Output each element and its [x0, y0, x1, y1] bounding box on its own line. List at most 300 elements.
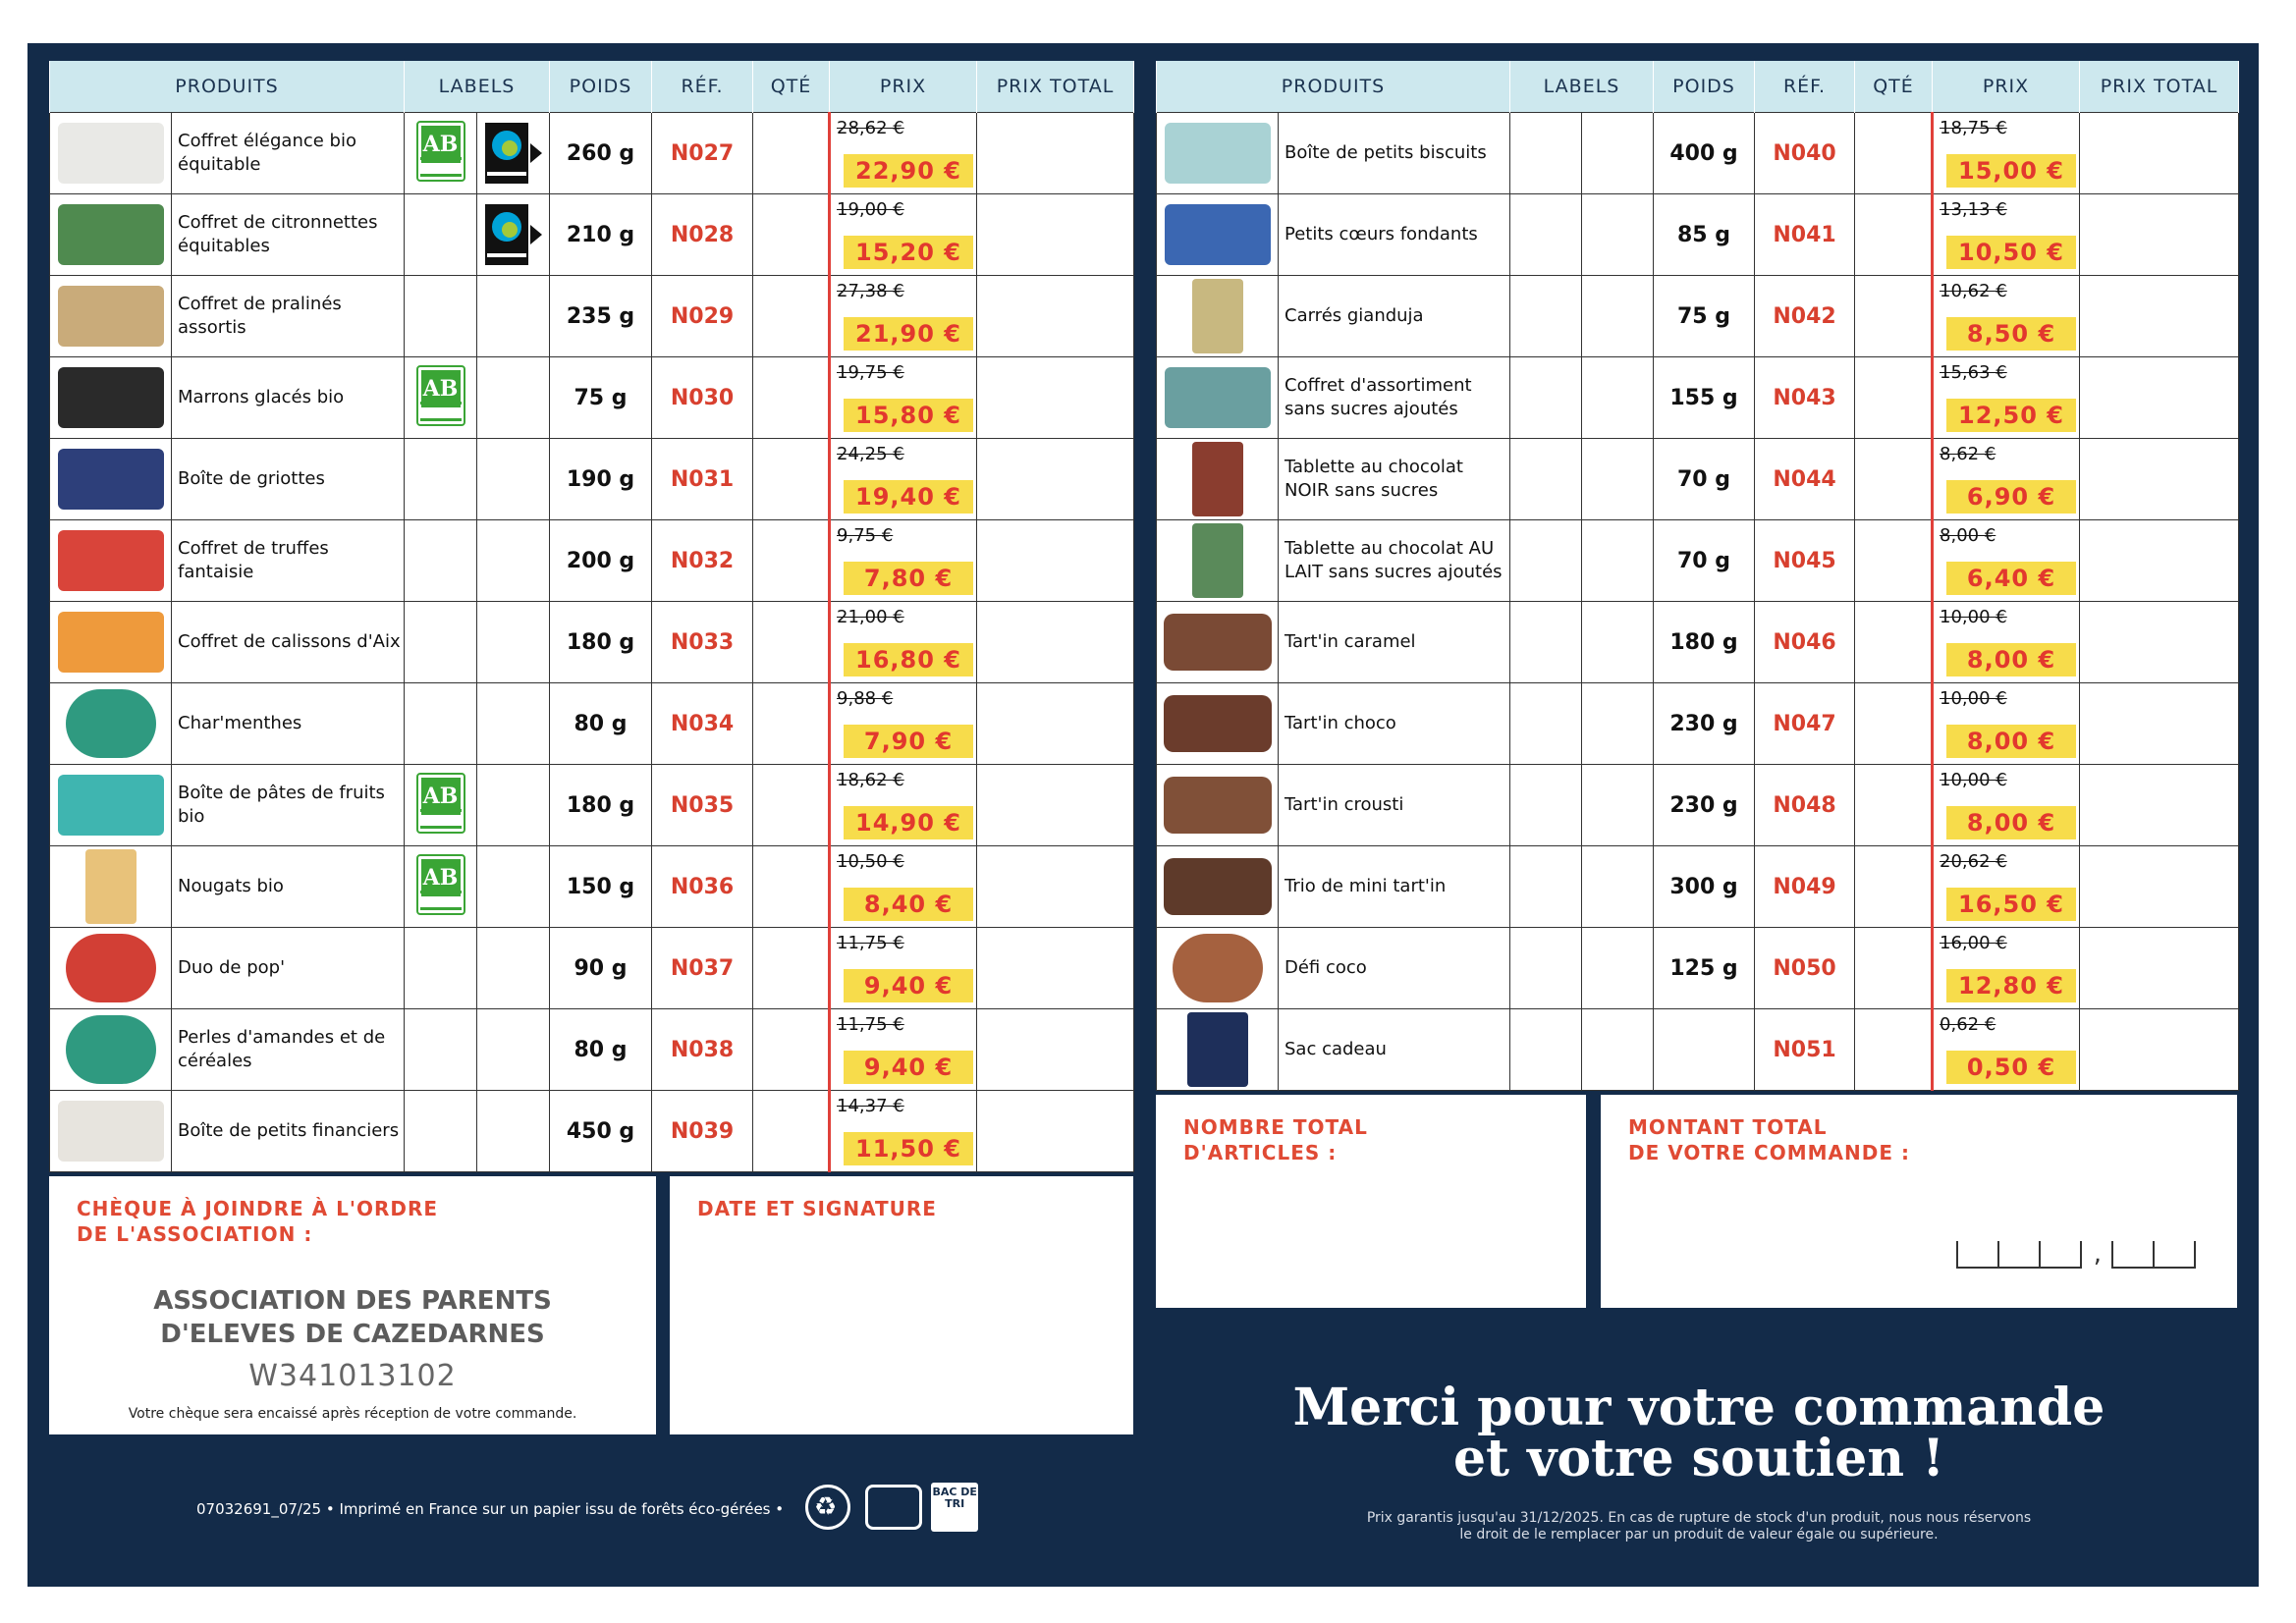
- old-price: 0,62 €: [1940, 1014, 1996, 1035]
- quantity-field[interactable]: [753, 439, 830, 520]
- product-image: [1165, 123, 1271, 184]
- label-cell: [1510, 683, 1582, 765]
- header-poids: POIDS: [550, 61, 652, 113]
- label-cell: [405, 357, 477, 439]
- product-name: Coffret élégance bio équitable: [172, 113, 405, 194]
- sale-price: 14,90 €: [844, 806, 973, 839]
- product-image-cell: [50, 1091, 172, 1172]
- product-weight: [1654, 1009, 1755, 1091]
- sale-price: 7,90 €: [844, 725, 973, 758]
- line-total-field[interactable]: [2080, 602, 2239, 683]
- total-amount-title: MONTANT TOTAL DE VOTRE COMMANDE :: [1628, 1115, 1910, 1164]
- sale-price: 15,80 €: [844, 399, 973, 432]
- price-cell: [1933, 520, 2080, 602]
- label-cell: [405, 846, 477, 928]
- old-price: 13,13 €: [1940, 199, 2007, 220]
- label-cell: [1582, 194, 1654, 276]
- product-image-cell: [1157, 194, 1279, 276]
- label-cell: [477, 765, 550, 846]
- quantity-field[interactable]: [1855, 683, 1933, 765]
- price-cell: [830, 439, 977, 520]
- product-ref: N040: [1755, 113, 1855, 194]
- triman-icon: ♻: [805, 1485, 850, 1530]
- product-ref: N039: [652, 1091, 753, 1172]
- quantity-field[interactable]: [1855, 928, 1933, 1009]
- line-total-field[interactable]: [977, 1009, 1134, 1091]
- sale-price: 6,40 €: [1946, 562, 2076, 595]
- product-image: [1192, 442, 1243, 516]
- label-cell: [405, 765, 477, 846]
- label-cell: [477, 357, 550, 439]
- cheque-note: Votre chèque sera encaissé après réception de votre commande.: [128, 1406, 577, 1422]
- quantity-field[interactable]: [1855, 113, 1933, 194]
- quantity-field[interactable]: [1855, 520, 1933, 602]
- old-price: 19,00 €: [837, 199, 904, 220]
- product-image: [58, 123, 164, 184]
- product-weight: 180 g: [550, 765, 652, 846]
- price-cell: [830, 194, 977, 276]
- product-row: [1157, 1009, 2239, 1091]
- sale-price: 9,40 €: [844, 1051, 973, 1084]
- sale-price: 8,00 €: [1946, 643, 2076, 676]
- quantity-field[interactable]: [1855, 439, 1933, 520]
- product-weight: 300 g: [1654, 846, 1755, 928]
- product-image: [1192, 523, 1243, 598]
- product-image: [1173, 934, 1263, 1002]
- product-image: [58, 204, 164, 265]
- product-weight: 450 g: [550, 1091, 652, 1172]
- line-total-field[interactable]: [2080, 1009, 2239, 1091]
- price-cell: [1933, 276, 2080, 357]
- line-total-field[interactable]: [977, 439, 1134, 520]
- association-id: W341013102: [248, 1359, 457, 1393]
- quantity-field[interactable]: [1855, 357, 1933, 439]
- quantity-field[interactable]: [1855, 194, 1933, 276]
- quantity-field[interactable]: [753, 765, 830, 846]
- line-total-field[interactable]: [977, 520, 1134, 602]
- product-image: [66, 934, 156, 1002]
- product-name: Tablette au chocolat AU LAIT sans sucres ajoutés: [1279, 520, 1510, 602]
- product-name: Boîte de petits financiers: [172, 1091, 405, 1172]
- header-produits: PRODUITS: [50, 61, 405, 113]
- quantity-field[interactable]: [753, 683, 830, 765]
- product-weight: 190 g: [550, 439, 652, 520]
- ab-organic-label-icon: AB: [416, 854, 465, 915]
- product-ref: N035: [652, 765, 753, 846]
- product-image-cell: [50, 683, 172, 765]
- sale-price: 8,00 €: [1946, 806, 2076, 839]
- product-image: [1164, 777, 1272, 834]
- label-cell: [405, 1009, 477, 1091]
- price-cell: [830, 928, 977, 1009]
- sale-price: 12,80 €: [1946, 969, 2076, 1002]
- product-image: [58, 286, 164, 347]
- product-image: [58, 775, 164, 836]
- product-weight: 150 g: [550, 846, 652, 928]
- quantity-field[interactable]: [753, 1009, 830, 1091]
- header-prix: PRIX: [830, 61, 977, 113]
- sale-price: 15,20 €: [844, 236, 973, 269]
- old-price: 10,62 €: [1940, 281, 2007, 301]
- product-row: [1157, 113, 2239, 194]
- quantity-field[interactable]: [753, 846, 830, 928]
- product-table-right: [1156, 61, 2239, 1091]
- product-row: [1157, 846, 2239, 928]
- product-weight: 400 g: [1654, 113, 1755, 194]
- bac-de-tri-icon: BAC DE TRI: [931, 1483, 978, 1532]
- sale-price: 12,50 €: [1946, 399, 2076, 432]
- quantity-field[interactable]: [753, 602, 830, 683]
- line-total-field[interactable]: [977, 113, 1134, 194]
- line-total-field[interactable]: [977, 765, 1134, 846]
- label-cell: [1510, 113, 1582, 194]
- product-ref: N036: [652, 846, 753, 928]
- label-cell: [477, 276, 550, 357]
- product-weight: 85 g: [1654, 194, 1755, 276]
- amount-digit-boxes[interactable]: [1958, 1239, 2196, 1267]
- header-produits: PRODUITS: [1157, 61, 1510, 113]
- total-articles-field[interactable]: [1156, 1095, 1586, 1308]
- line-total-field[interactable]: [977, 683, 1134, 765]
- label-cell: [405, 520, 477, 602]
- ab-organic-label-icon: AB: [416, 121, 465, 182]
- label-cell: [405, 1091, 477, 1172]
- sale-price: 15,00 €: [1946, 154, 2076, 188]
- label-cell: [1582, 113, 1654, 194]
- header-qte: QTÉ: [753, 61, 830, 113]
- product-image-cell: [50, 1009, 172, 1091]
- digit-box[interactable]: [2039, 1241, 2082, 1269]
- product-weight: 80 g: [550, 683, 652, 765]
- label-cell: [1582, 683, 1654, 765]
- label-cell: [1510, 520, 1582, 602]
- quantity-field[interactable]: [1855, 1009, 1933, 1091]
- quantity-field[interactable]: [753, 113, 830, 194]
- old-price: 16,00 €: [1940, 933, 2007, 953]
- price-cell: [830, 276, 977, 357]
- product-weight: 180 g: [550, 602, 652, 683]
- label-cell: [477, 1009, 550, 1091]
- product-row: [1157, 439, 2239, 520]
- product-ref: N042: [1755, 276, 1855, 357]
- product-image: [85, 849, 137, 924]
- old-price: 14,37 €: [837, 1096, 904, 1116]
- label-cell: [1582, 1009, 1654, 1091]
- product-name: Boîte de petits biscuits: [1279, 113, 1510, 194]
- old-price: 8,62 €: [1940, 444, 1996, 464]
- label-cell: [1510, 846, 1582, 928]
- label-cell: [1582, 928, 1654, 1009]
- sale-price: 0,50 €: [1946, 1051, 2076, 1084]
- line-total-field[interactable]: [977, 928, 1134, 1009]
- old-price: 10,00 €: [1940, 688, 2007, 709]
- header-labels: LABELS: [405, 61, 550, 113]
- product-weight: 230 g: [1654, 683, 1755, 765]
- quantity-field[interactable]: [753, 276, 830, 357]
- product-image-cell: [50, 765, 172, 846]
- label-cell: [1582, 765, 1654, 846]
- price-cell: [830, 602, 977, 683]
- price-cell: [830, 1091, 977, 1172]
- line-total-field[interactable]: [2080, 113, 2239, 194]
- old-price: 10,00 €: [1940, 770, 2007, 790]
- product-name: Boîte de griottes: [172, 439, 405, 520]
- product-weight: 125 g: [1654, 928, 1755, 1009]
- product-image: [1164, 858, 1272, 915]
- product-row: [1157, 194, 2239, 276]
- header-labels: LABELS: [1510, 61, 1654, 113]
- label-cell: [1582, 357, 1654, 439]
- digit-box[interactable]: [1997, 1241, 2041, 1269]
- product-image: [58, 612, 164, 673]
- product-row: [50, 683, 1134, 765]
- old-price: 20,62 €: [1940, 851, 2007, 872]
- sale-price: 8,50 €: [1946, 317, 2076, 351]
- sale-price: 10,50 €: [1946, 236, 2076, 269]
- product-ref: N050: [1755, 928, 1855, 1009]
- quantity-field[interactable]: [1855, 602, 1933, 683]
- digit-box[interactable]: [2153, 1241, 2196, 1269]
- label-cell: [1582, 602, 1654, 683]
- label-cell: [477, 439, 550, 520]
- product-table-left: [49, 61, 1134, 1172]
- label-cell: [477, 928, 550, 1009]
- sale-price: 22,90 €: [844, 154, 973, 188]
- product-ref: N030: [652, 357, 753, 439]
- product-row: [50, 276, 1134, 357]
- line-total-field[interactable]: [2080, 683, 2239, 765]
- product-weight: 75 g: [550, 357, 652, 439]
- product-row: [50, 1091, 1134, 1172]
- label-cell: [405, 602, 477, 683]
- product-ref: N029: [652, 276, 753, 357]
- price-cell: [1933, 765, 2080, 846]
- product-ref: N051: [1755, 1009, 1855, 1091]
- label-cell: [477, 194, 550, 276]
- quantity-field[interactable]: [753, 194, 830, 276]
- product-ref: N049: [1755, 846, 1855, 928]
- quantity-field[interactable]: [1855, 846, 1933, 928]
- product-image: [1164, 614, 1272, 671]
- label-cell: [1582, 276, 1654, 357]
- product-image-cell: [50, 928, 172, 1009]
- line-total-field[interactable]: [2080, 520, 2239, 602]
- product-image-cell: [50, 113, 172, 194]
- price-cell: [1933, 928, 2080, 1009]
- price-cell: [830, 846, 977, 928]
- product-name: Coffret de pralinés assortis: [172, 276, 405, 357]
- product-row: [1157, 928, 2239, 1009]
- product-name: Perles d'amandes et de céréales: [172, 1009, 405, 1091]
- old-price: 18,62 €: [837, 770, 904, 790]
- product-row: [50, 194, 1134, 276]
- label-cell: [1582, 846, 1654, 928]
- old-price: 11,75 €: [837, 1014, 904, 1035]
- product-row: [50, 113, 1134, 194]
- product-image-cell: [1157, 276, 1279, 357]
- product-ref: N043: [1755, 357, 1855, 439]
- sale-price: 16,50 €: [1946, 888, 2076, 921]
- line-total-field[interactable]: [2080, 439, 2239, 520]
- product-row: [50, 520, 1134, 602]
- product-name: Coffret de citronnettes équitables: [172, 194, 405, 276]
- label-cell: [477, 113, 550, 194]
- price-cell: [1933, 439, 2080, 520]
- product-image-cell: [1157, 439, 1279, 520]
- product-image: [58, 530, 164, 591]
- price-cell: [1933, 602, 2080, 683]
- product-name: Défi coco: [1279, 928, 1510, 1009]
- line-total-field[interactable]: [977, 846, 1134, 928]
- product-image-cell: [50, 194, 172, 276]
- header-prix: PRIX: [1933, 61, 2080, 113]
- product-weight: 235 g: [550, 276, 652, 357]
- product-image: [1192, 279, 1243, 353]
- product-row: [50, 765, 1134, 846]
- header-prix-total: PRIX TOTAL: [977, 61, 1134, 113]
- line-total-field[interactable]: [2080, 846, 2239, 928]
- old-price: 19,75 €: [837, 362, 904, 383]
- product-name: Tart'in caramel: [1279, 602, 1510, 683]
- sale-price: 8,00 €: [1946, 725, 2076, 758]
- label-cell: [477, 520, 550, 602]
- price-cell: [830, 113, 977, 194]
- old-price: 24,25 €: [837, 444, 904, 464]
- digit-box[interactable]: [2111, 1241, 2155, 1269]
- cheque-title: CHÈQUE À JOINDRE À L'ORDRE DE L'ASSOCIATION :: [77, 1197, 439, 1246]
- product-row: [50, 846, 1134, 928]
- product-image: [66, 689, 156, 758]
- old-price: 28,62 €: [837, 118, 904, 138]
- label-cell: [405, 683, 477, 765]
- price-cell: [830, 765, 977, 846]
- product-weight: 75 g: [1654, 276, 1755, 357]
- line-total-field[interactable]: [977, 602, 1134, 683]
- fairtrade-label-icon: [485, 143, 542, 162]
- product-row: [1157, 602, 2239, 683]
- line-total-field[interactable]: [977, 276, 1134, 357]
- product-image-cell: [50, 439, 172, 520]
- product-name: Trio de mini tart'in: [1279, 846, 1510, 928]
- product-image: [1165, 204, 1271, 265]
- quantity-field[interactable]: [753, 928, 830, 1009]
- product-weight: 200 g: [550, 520, 652, 602]
- price-guarantee-note: Prix garantis jusqu'au 31/12/2025. En cas de rupture de stock d'un produit, nous nous réservons le droit de le remplacer par un produit de valeur égale ou supérieure.: [1366, 1510, 2032, 1542]
- quantity-field[interactable]: [753, 1091, 830, 1172]
- old-price: 11,75 €: [837, 933, 904, 953]
- product-image-cell: [50, 357, 172, 439]
- product-ref: N041: [1755, 194, 1855, 276]
- label-cell: [477, 1091, 550, 1172]
- product-image-cell: [1157, 520, 1279, 602]
- label-cell: [1510, 357, 1582, 439]
- old-price: 21,00 €: [837, 607, 904, 627]
- product-image-cell: [50, 276, 172, 357]
- line-total-field[interactable]: [2080, 357, 2239, 439]
- product-row: [1157, 683, 2239, 765]
- product-image-cell: [1157, 928, 1279, 1009]
- product-weight: 260 g: [550, 113, 652, 194]
- quantity-field[interactable]: [1855, 765, 1933, 846]
- price-cell: [830, 683, 977, 765]
- product-name: Nougats bio: [172, 846, 405, 928]
- product-image: [58, 449, 164, 510]
- product-name: Marrons glacés bio: [172, 357, 405, 439]
- product-row: [1157, 520, 2239, 602]
- association-stamp: ASSOCIATION DES PARENTS D'ELEVES DE CAZEDARNES: [153, 1286, 552, 1349]
- label-cell: [1582, 439, 1654, 520]
- label-cell: [1510, 439, 1582, 520]
- line-total-field[interactable]: [2080, 194, 2239, 276]
- product-weight: 80 g: [550, 1009, 652, 1091]
- digit-box[interactable]: [1956, 1241, 1999, 1269]
- label-cell: [405, 194, 477, 276]
- product-name: Tart'in crousti: [1279, 765, 1510, 846]
- line-total-field[interactable]: [977, 1091, 1134, 1172]
- label-cell: [477, 602, 550, 683]
- label-cell: [1510, 194, 1582, 276]
- total-articles-title: NOMBRE TOTAL D'ARTICLES :: [1183, 1115, 1368, 1164]
- product-ref: N048: [1755, 765, 1855, 846]
- product-row: [1157, 276, 2239, 357]
- label-cell: [1510, 1009, 1582, 1091]
- product-ref: N038: [652, 1009, 753, 1091]
- old-price: 9,88 €: [837, 688, 894, 709]
- date-signature-title: DATE ET SIGNATURE: [697, 1197, 937, 1220]
- product-image-cell: [50, 602, 172, 683]
- price-cell: [1933, 846, 2080, 928]
- label-cell: [1582, 520, 1654, 602]
- label-cell: [477, 683, 550, 765]
- ab-organic-label-icon: AB: [416, 773, 465, 834]
- date-signature-field[interactable]: [670, 1176, 1133, 1434]
- quantity-field[interactable]: [1855, 276, 1933, 357]
- product-ref: N047: [1755, 683, 1855, 765]
- product-name: Coffret d'assortiment sans sucres ajoutés: [1279, 357, 1510, 439]
- product-weight: 230 g: [1654, 765, 1755, 846]
- label-cell: [1510, 276, 1582, 357]
- price-cell: [1933, 357, 2080, 439]
- line-total-field[interactable]: [2080, 765, 2239, 846]
- total-amount-field[interactable]: [1601, 1095, 2237, 1308]
- product-ref: N046: [1755, 602, 1855, 683]
- product-image-cell: [1157, 765, 1279, 846]
- quantity-field[interactable]: [753, 357, 830, 439]
- label-cell: [405, 113, 477, 194]
- line-total-field[interactable]: [977, 194, 1134, 276]
- product-ref: N037: [652, 928, 753, 1009]
- price-cell: [1933, 683, 2080, 765]
- quantity-field[interactable]: [753, 520, 830, 602]
- product-ref: N045: [1755, 520, 1855, 602]
- product-ref: N032: [652, 520, 753, 602]
- price-cell: [830, 357, 977, 439]
- line-total-field[interactable]: [977, 357, 1134, 439]
- price-cell: [830, 520, 977, 602]
- label-cell: [1510, 765, 1582, 846]
- product-row: [50, 439, 1134, 520]
- product-name: Coffret de calissons d'Aix: [172, 602, 405, 683]
- line-total-field[interactable]: [2080, 276, 2239, 357]
- line-total-field[interactable]: [2080, 928, 2239, 1009]
- product-image: [1187, 1012, 1248, 1087]
- old-price: 18,75 €: [1940, 118, 2007, 138]
- imprint-line: 07032691_07/25 • Imprimé en France sur un papier issu de forêts éco-gérées •: [196, 1500, 785, 1518]
- thank-you-message: Merci pour votre commande et votre soutien !: [1292, 1378, 2105, 1488]
- product-image-cell: [1157, 683, 1279, 765]
- product-image: [58, 1101, 164, 1162]
- product-name: Duo de pop': [172, 928, 405, 1009]
